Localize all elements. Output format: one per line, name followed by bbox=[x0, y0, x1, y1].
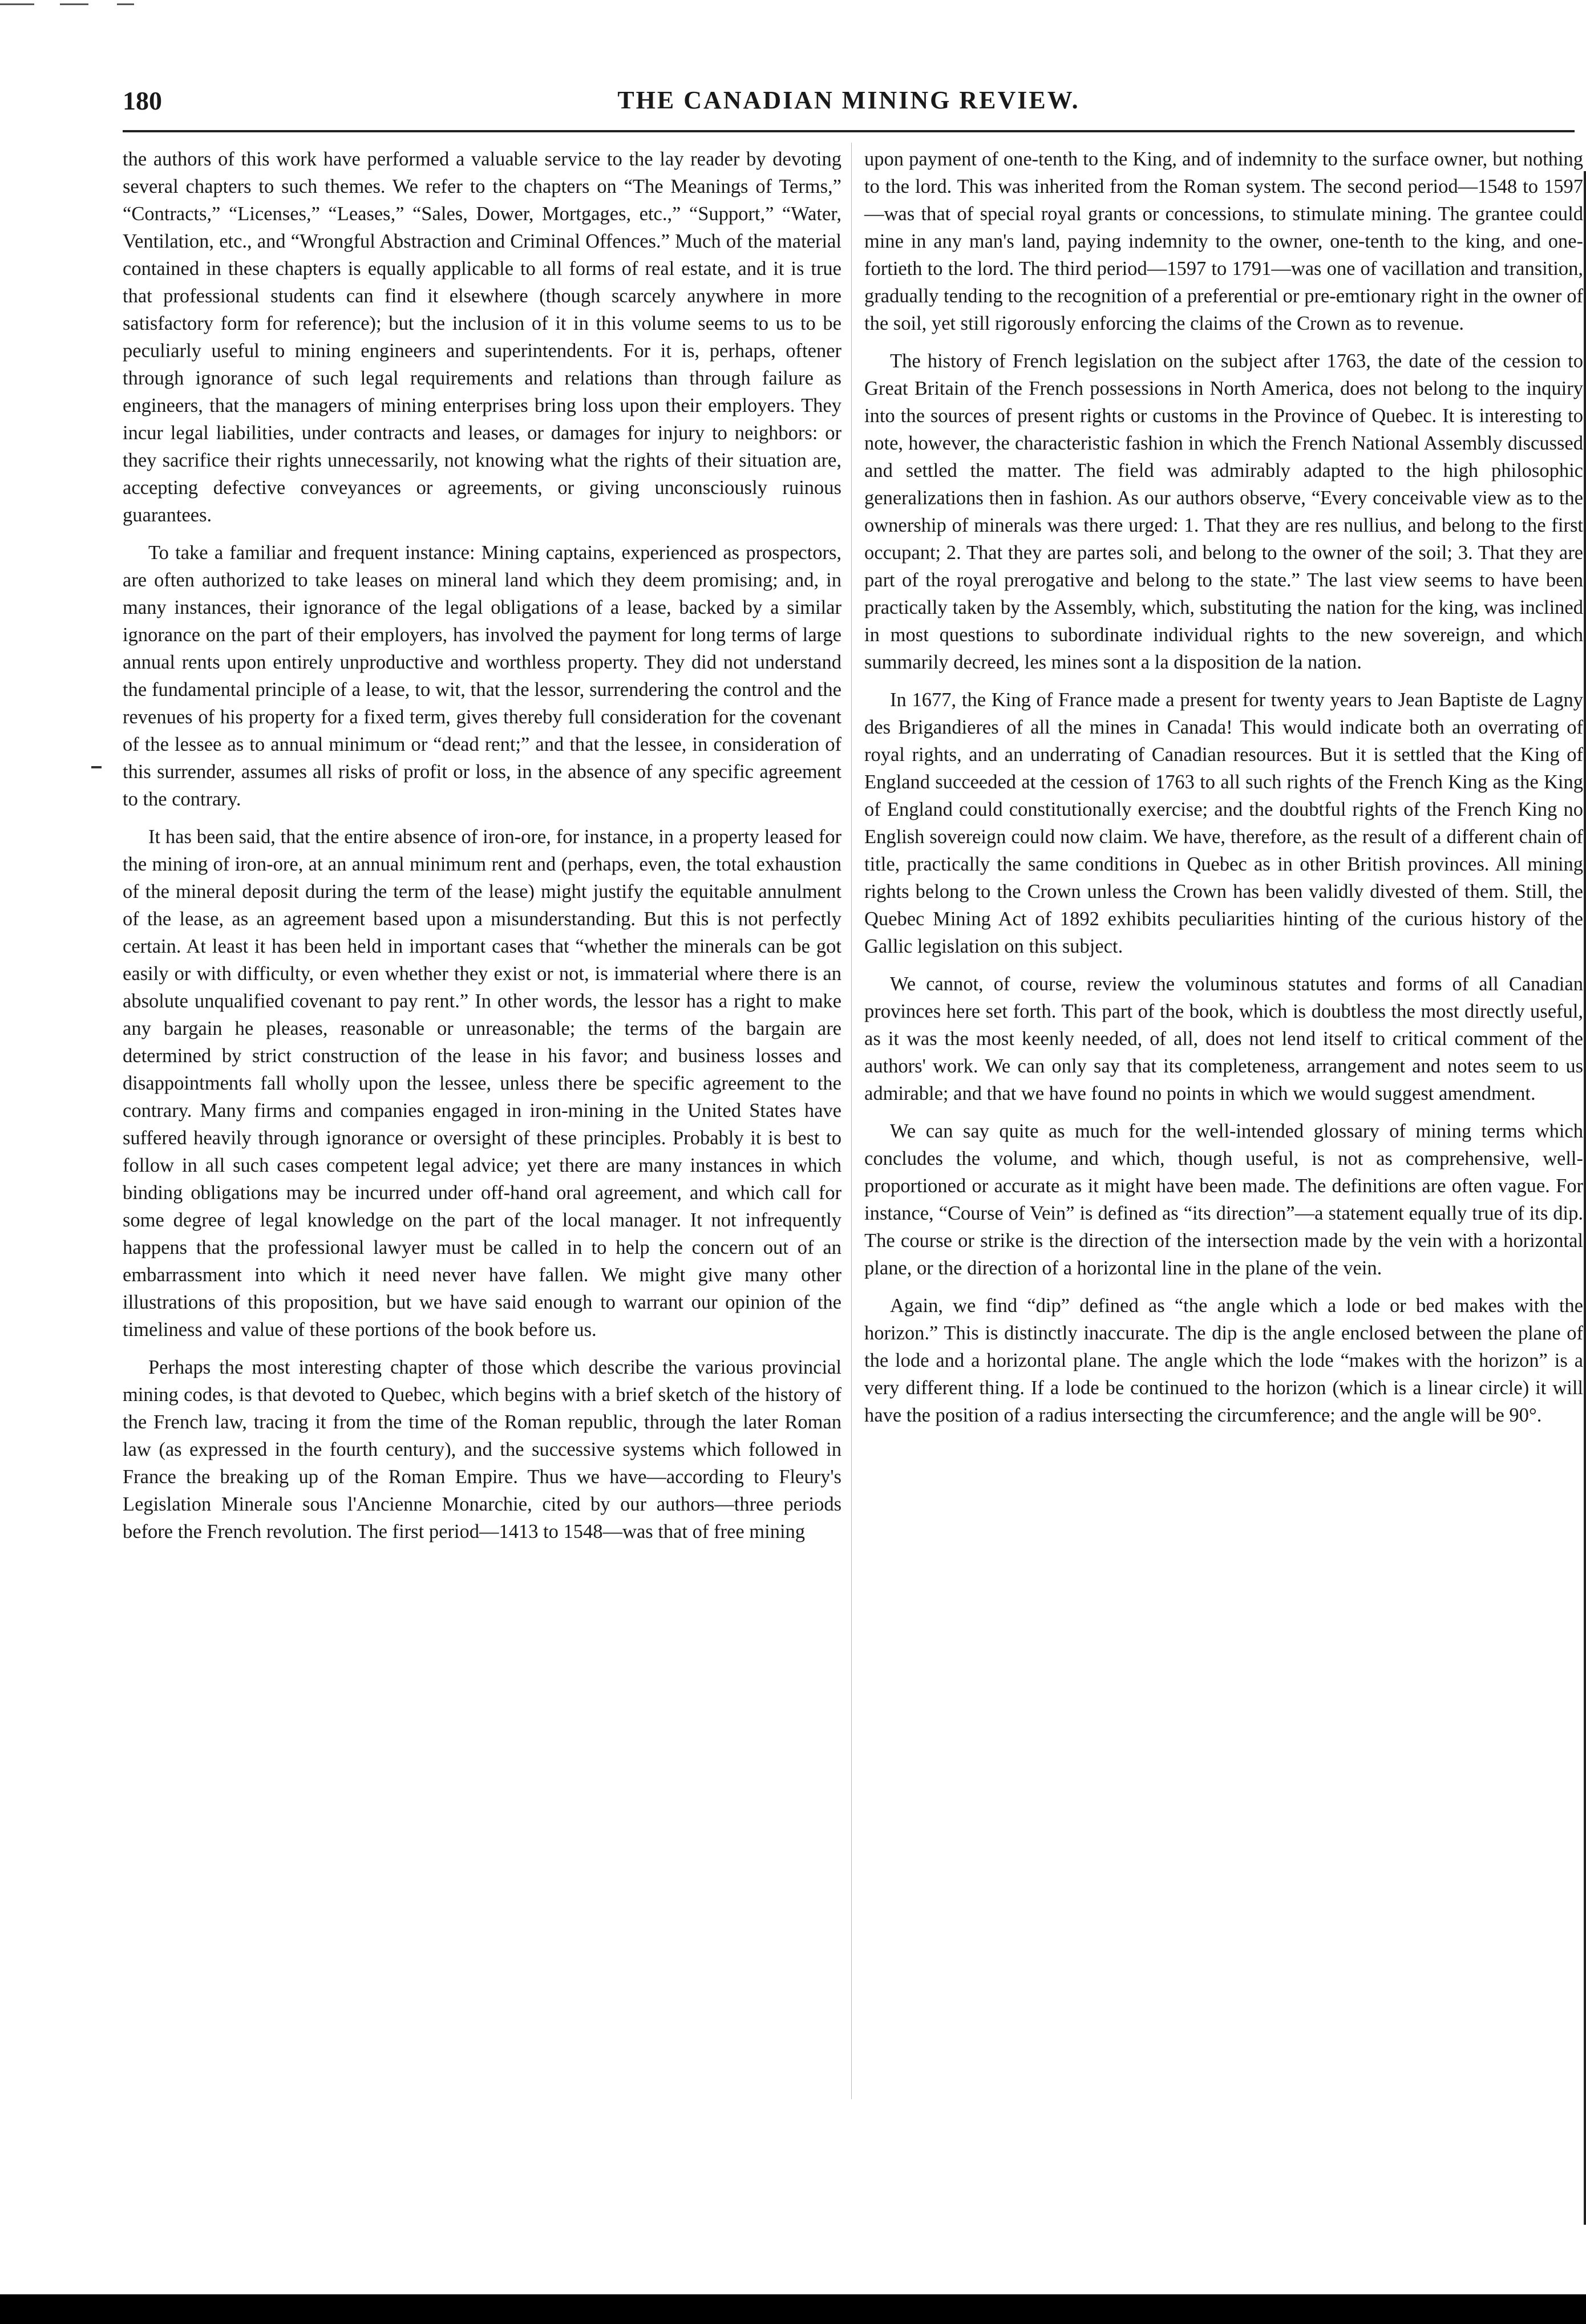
page-edge-shadow bbox=[1584, 171, 1586, 2225]
page-number: 180 bbox=[123, 86, 162, 115]
running-header bbox=[123, 86, 1575, 125]
paragraph: We can say quite as much for the well-intended glossary of mining terms which concludes the volume, and which, though useful, is not as comprehensive, well-proportioned or accurate as it might have been made. The definitions are often vague. For instance, “Course of Vein” is defined as “its direction”—a statement equally true of its dip. The course or strike is the direction of the intersection made by the vein with a horizontal plane, or the direction of a horizontal line in the plane of the vein. bbox=[864, 1120, 1583, 1279]
paragraph: upon payment of one-tenth to the King, and of indemnity to the surface owner, but nothing to the lord. This was inherited from the Roman system. The second period—1548 to 1597—was that of special royal grants or concessions, to stimulate mining. The grantee could mine in any man's land, paying indemnity to the owner, one-tenth to the king, and one-fortieth to the lord. The third period—1597 to 1791—was one of vacillation and transition, gradually tending to the recognition of a preferential or pre-emtionary right in the owner of the soil, yet still rigorously enforcing the claims of the Crown as to revenue. bbox=[864, 148, 1583, 334]
paragraph: It has been said, that the entire absence of iron-ore, for instance, in a property leased for the mining of iron-ore, at an annual minimum rent and (perhaps, even, the total exhaustion of the mineral deposit during the term of the lease) might justify the equitable annulment of the lease, as an agreement based upon a misunderstanding. But this is not perfectly certain. At least it has been held in important cases that “whether the minerals can be got easily or with difficulty, or even whether they exist or not, is immaterial where there is an absolute unqualified covenant to pay rent.” In other words, the lessor has a right to make any bargain he pleases, reasonable or unreasonable; the terms of the bargain are determined by strict construction of the lease in his favor; and business losses and disappointments fall wholly upon the lessee, unless there be specific agreement to the contrary. Many firms and companies engaged in iron-mining in the United States have suffered heavily through ignorance or oversight of these principles. Probably it is best to follow in all such cases competent legal advice; yet there are many instances in which binding obligations may be incurred under off-hand oral agreement, and which call for some degree of legal knowledge on the part of the local manager. It not infrequently happens that the professional lawyer must be called in to help the concern out of an embarrassment into which it need never have fallen. We might give many other illustrations of this proposition, but we have said enough to warrant our opinion of the timeliness and value of these portions of the book before us. bbox=[123, 826, 841, 1341]
paragraph: Again, we find “dip” defined as “the angle which a lode or bed makes with the horizon.” This is distinctly inaccurate. The dip is the angle enclosed between the plane of the lode and a horizontal plane. The angle which the lode “makes with the horizon” is a very different thing. If a lode be continued to the horizon (which is a linear circle) it will have the position of a radius intersecting the circumference; and the angle will be 90°. bbox=[864, 1295, 1583, 1426]
page-edge-marks bbox=[0, 0, 171, 11]
left-column bbox=[123, 145, 841, 1556]
column-divider bbox=[851, 143, 852, 2099]
journal-title: THE CANADIAN MINING REVIEW. bbox=[617, 86, 1080, 114]
paragraph: In 1677, the King of France made a present for twenty years to Jean Baptiste de Lagny des Brigandieres of all the mines in Canada! This would indicate both an overrating of royal rights, and an underrating of Canadian resources. But it is settled that the King of England succeeded at the cession of 1763 to all such rights of the French King as the King of England could constitutionally exercise; and the doubtful rights of the French King no English sovereign could now claim. We have, therefore, as the result of a different chain of title, practically the same conditions in Quebec as in other British provinces. All mining rights belong to the Crown unless the Crown has been validly divested of them. Still, the Quebec Mining Act of 1892 exhibits peculiarities hinting of the curious history of the Gallic legislation on this subject. bbox=[864, 689, 1583, 957]
paragraph: the authors of this work have performed a valuable service to the lay reader by devoting several chapters to such themes. We refer to the chapters on “The Meanings of Terms,” “Contracts,” “Licenses,” “Leases,” “Sales, Dower, Mortgages, etc.,” “Support,” “Water, Ventilation, etc., and “Wrongful Abstraction and Criminal Offences.” Much of the material contained in these chapters is equally applicable to all forms of real estate, and it is true that professional students can find it elsewhere (though scarcely anywhere in more satisfactory form for reference); but the inclusion of it in this volume seems to us to be peculiarly useful to mining engineers and superintendents. For it is, perhaps, oftener through ignorance of such legal requirements and relations than through failure as engineers, that the managers of mining enterprises bring loss upon their employers. They incur legal liabilities, under contracts and leases, or damages for injury to neighbors: or they sacrifice their rights unnecessarily, not knowing what the rights of their situation are, accepting defective conveyances or agreements, or giving unconsciously ruinous guarantees. bbox=[123, 148, 841, 526]
paragraph: Perhaps the most interesting chapter of those which describe the various provincial mining codes, is that devoted to Quebec, which begins with a brief sketch of the history of the French law, tracing it from the time of the Roman republic, through the later Roman law (as expressed in the fourth century), and the successive systems which followed in France the breaking up of the Roman Empire. Thus we have—according to Fleury's Legislation Minerale sous l'Ancienne Monarchie, cited by our authors—three periods before the French revolution. The first period—1413 to 1548—was that of free mining bbox=[123, 1357, 841, 1542]
paragraph: The history of French legislation on the subject after 1763, the date of the cession to Great Britain of the French possessions in North America, does not belong to the inquiry into the sources of present rights or customs in the Province of Quebec. It is interesting to note, however, the characteristic fashion in which the French National Assembly discussed and settled the matter. The field was admirably adapted to the high philosophic generalizations then in fashion. As our authors observe, “Every conceivable view as to the ownership of minerals was there urged: 1. That they are res nullius, and belong to the first occupant; 2. That they are partes soli, and belong to the owner of the soil; 3. That they are part of the royal prerogative and belong to the state.” The last view seems to have been practically taken by the Assembly, which, substituting the nation for the king, was inclined in most questions to subordinate individual rights to the new sovereign, and which summarily decreed, les mines sont a la disposition de la nation. bbox=[864, 350, 1583, 673]
margin-mark bbox=[91, 766, 102, 768]
paragraph: To take a familiar and frequent instance: Mining captains, experienced as prospectors, are often authorized to take leases on mineral land which they deem promising; and, in many instances, their ignorance of the legal obligations of a lease, backed by a similar ignorance on the part of their employers, has involved the payment for long terms of large annual rents upon entirely unproductive and worthless property. They did not understand the fundamental principle of a lease, to wit, that the lessor, surrendering the control and the revenues of his property for a fixed term, gives thereby full consideration for the covenant of the lessee as to annual minimum or “dead rent;” and that the lessee, in consideration of this surrender, assumes all risks of profit or loss, in the absence of any specific agreement to the contrary. bbox=[123, 542, 841, 810]
header-rule bbox=[123, 130, 1575, 132]
paragraph: We cannot, of course, review the voluminous statutes and forms of all Canadian provinces here set forth. This part of the book, which is doubtless the most directly useful, as it was the most keenly needed, of all, does not lend itself to critical comment of the authors' work. We can only say that its completeness, arrangement and notes seem to us admirable; and that we have found no points in which we would suggest amendment. bbox=[864, 973, 1583, 1104]
right-column bbox=[864, 145, 1583, 1439]
scan-bottom-bar bbox=[0, 2294, 1586, 2324]
